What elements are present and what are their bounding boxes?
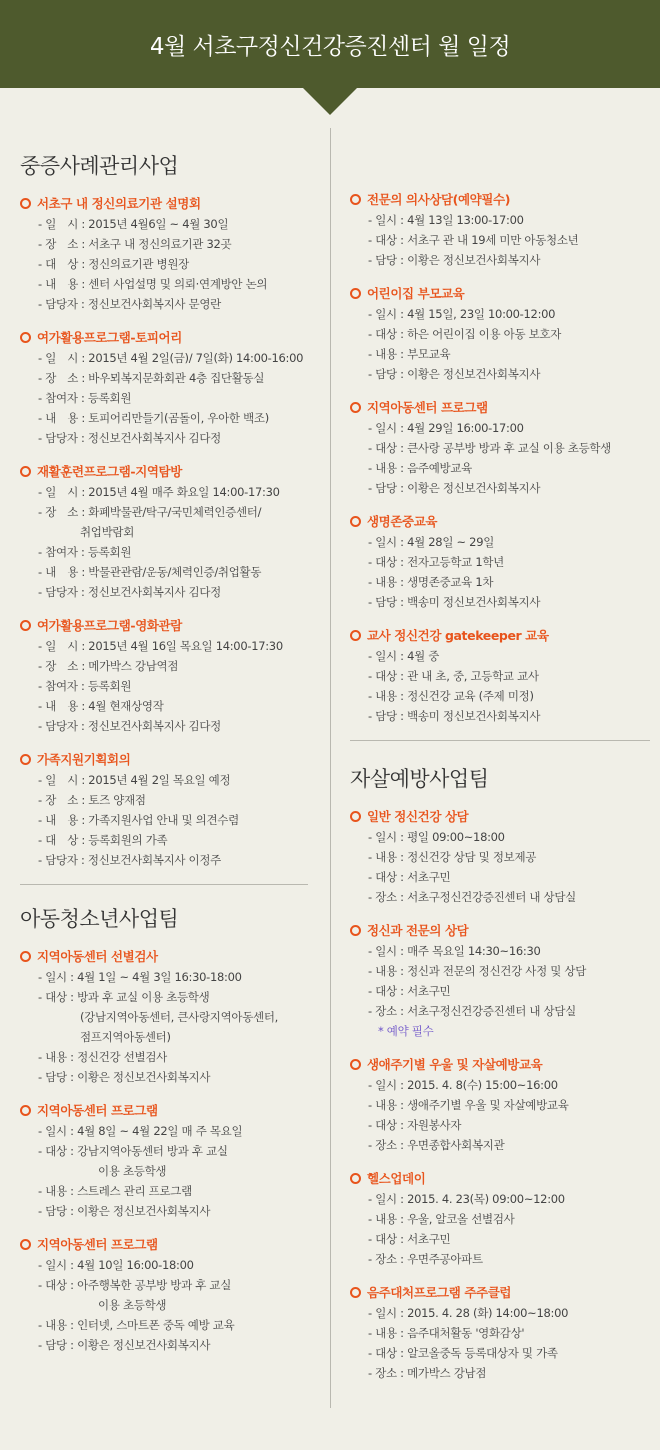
event-detail-line: - 내용 : 생애주기별 우울 및 자살예방교육 — [368, 1098, 569, 1112]
event-detail-line: - 일시 : 2015. 4. 28 (화) 14:00~18:00 — [368, 1306, 569, 1320]
event-detail-line: - 장소 : 우면종합사회복지관 — [368, 1138, 505, 1152]
right-column — [350, 190, 650, 1397]
event-detail-line: - 대 상 : 등록회원의 가족 — [38, 833, 168, 847]
event-detail-line: - 담당자 : 정신보건사회복지사 이정주 — [38, 853, 221, 867]
circle-bullet-icon — [350, 402, 361, 413]
event-detail-line: - 담당 : 백송미 정신보건사회복지사 — [368, 595, 541, 609]
event-block — [20, 194, 308, 314]
event-title — [20, 1101, 308, 1121]
event-detail-line: - 대 상 : 정신의료기관 병원장 — [38, 257, 189, 271]
circle-bullet-icon — [20, 1239, 31, 1250]
event-title-text: 여가활용프로그램-영화관람 — [37, 618, 182, 633]
event-title-text: 생명존중교육 — [367, 514, 438, 529]
event-detail-line: - 일 시 : 2015년 4월 2일(금)/ 7일(화) 14:00-16:00 — [38, 351, 304, 365]
event-detail-line: - 대상 : 전자고등학교 1학년 — [368, 555, 504, 569]
event-detail-line: - 일시 : 4월 29일 16:00-17:00 — [368, 421, 524, 435]
event-detail-line: 점프지역아동센터) — [80, 1030, 171, 1044]
circle-bullet-icon — [350, 630, 361, 641]
event-detail-line: - 담당 : 이황은 정신보건사회복지사 — [38, 1338, 211, 1352]
suicide-prevention-events — [350, 807, 650, 1383]
event-title — [350, 1055, 650, 1075]
event-title — [20, 1235, 308, 1255]
event-title-text: 지역아동센터 프로그램 — [37, 1103, 158, 1118]
event-detail-line: - 담당 : 이황은 정신보건사회복지사 — [38, 1204, 211, 1218]
event-block — [20, 328, 308, 448]
event-detail-line: - 내 용 : 박물관관람/운동/체력인증/취업활동 — [38, 565, 262, 579]
event-detail-line: - 내용 : 생명존중교육 1차 — [368, 575, 494, 589]
event-detail-line: - 내용 : 정신건강 교육 (주제 미정) — [368, 689, 534, 703]
event-block — [20, 1235, 308, 1355]
event-detail-line: - 일시 : 4월 28일 ~ 29일 — [368, 535, 495, 549]
event-detail-line: 이용 초등학생 — [98, 1298, 167, 1312]
event-detail-line: - 대상 : 하은 어린이집 이용 아동 보호자 — [368, 327, 562, 341]
event-detail-line: 이용 초등학생 — [98, 1164, 167, 1178]
circle-bullet-icon — [20, 620, 31, 631]
event-detail-line: * 예약 필수 — [378, 1024, 434, 1038]
event-title — [20, 750, 308, 770]
event-title — [20, 328, 308, 348]
event-title — [20, 194, 308, 214]
team-title-case-management: 중증사례관리사업 — [20, 154, 179, 178]
event-title — [350, 921, 650, 941]
event-detail-line: - 일시 : 4월 13일 13:00-17:00 — [368, 213, 524, 227]
event-title-text: 전문의 의사상담(예약필수) — [367, 192, 511, 207]
event-title — [350, 512, 650, 532]
event-title-text: 음주대처프로그램 주주클럽 — [367, 1285, 512, 1300]
event-title-text: 재활훈련프로그램-지역탐방 — [37, 464, 182, 479]
event-detail-line: - 일시 : 2015. 4. 8(수) 15:00~16:00 — [368, 1078, 558, 1092]
event-detail-line: - 담당자 : 정신보건사회복지사 김다정 — [38, 431, 221, 445]
event-detail-line: - 장소 : 서초구정신건강증진센터 내 상담실 — [368, 890, 576, 904]
event-detail-line: - 일시 : 4월 10일 16:00-18:00 — [38, 1258, 194, 1272]
event-title-text: 정신과 전문의 상담 — [367, 923, 469, 938]
event-detail-line: - 장 소 : 서초구 내 정신의료기관 32곳 — [38, 237, 232, 251]
event-detail-line: - 담당자 : 정신보건사회복지사 김다정 — [38, 585, 221, 599]
event-detail-line: - 일시 : 매주 목요일 14:30~16:30 — [368, 944, 541, 958]
event-title-text: 지역아동센터 선별검사 — [37, 949, 158, 964]
event-detail-line: - 장소 : 서초구정신건강증진센터 내 상담실 — [368, 1004, 576, 1018]
event-detail-line: - 내용 : 우울, 알코올 선별검사 — [368, 1212, 515, 1226]
team-title-youth: 아동청소년사업팀 — [20, 907, 179, 931]
event-detail-line: - 일시 : 2015. 4. 23(목) 09:00~12:00 — [368, 1192, 565, 1206]
event-detail-line: - 일시 : 평일 09:00~18:00 — [368, 830, 505, 844]
event-title — [20, 462, 308, 482]
event-detail-line: - 담당자 : 정신보건사회복지사 문영란 — [38, 297, 221, 311]
circle-bullet-icon — [350, 288, 361, 299]
circle-bullet-icon — [350, 811, 361, 822]
event-block — [20, 462, 308, 602]
event-title — [20, 616, 308, 636]
event-block — [20, 750, 308, 870]
circle-bullet-icon — [20, 332, 31, 343]
event-detail-line: - 내 용 : 가족지원사업 안내 및 의견수렴 — [38, 813, 239, 827]
event-detail-line: - 담당 : 이황은 정신보건사회복지사 — [368, 253, 541, 267]
event-title — [350, 807, 650, 827]
circle-bullet-icon — [350, 1287, 361, 1298]
event-title — [350, 284, 650, 304]
event-title — [350, 1283, 650, 1303]
section-divider — [350, 740, 650, 741]
event-detail-line: - 담당 : 이황은 정신보건사회복지사 — [368, 481, 541, 495]
event-detail-line: - 내용 : 음주예방교육 — [368, 461, 472, 475]
event-block — [350, 284, 650, 384]
header-arrow — [303, 88, 357, 115]
event-detail-line: - 참여자 : 등록회원 — [38, 679, 132, 693]
event-title-text: 일반 정신건강 상담 — [367, 809, 469, 824]
event-detail-line: - 일시 : 4월 1일 ~ 4월 3일 16:30-18:00 — [38, 970, 242, 984]
circle-bullet-icon — [20, 198, 31, 209]
event-detail-line: - 내용 : 정신과 전문의 정신건강 사정 및 상담 — [368, 964, 587, 978]
circle-bullet-icon — [350, 925, 361, 936]
event-detail-line: - 내용 : 인터넷, 스마트폰 중독 예방 교육 — [38, 1318, 235, 1332]
event-detail-line: - 내 용 : 토피어리만들기(곰돌이, 우아한 백조) — [38, 411, 269, 425]
circle-bullet-icon — [350, 194, 361, 205]
event-detail-line: - 참여자 : 등록회원 — [38, 545, 132, 559]
event-detail-line: - 대상 : 강남지역아동센터 방과 후 교실 — [38, 1144, 228, 1158]
event-detail-line: - 일시 : 4월 15일, 23일 10:00-12:00 — [368, 307, 556, 321]
event-title — [350, 1169, 650, 1189]
event-detail-line: - 담당 : 백송미 정신보건사회복지사 — [368, 709, 541, 723]
event-detail-line: - 내용 : 음주대처활동 '영화감상' — [368, 1326, 525, 1340]
circle-bullet-icon — [350, 1173, 361, 1184]
page-title: 4월 서초구정신건강증진센터 월 일정 — [149, 34, 511, 60]
event-block — [350, 921, 650, 1041]
event-detail-line: - 내용 : 부모교육 — [368, 347, 451, 361]
left-column — [20, 150, 308, 1369]
event-block — [350, 807, 650, 907]
event-block — [350, 398, 650, 498]
event-detail-line: - 내 용 : 센터 사업설명 및 의뢰·연계방안 논의 — [38, 277, 268, 291]
event-block — [350, 626, 650, 726]
event-title-text: 교사 정신건강 gatekeeper 교육 — [367, 628, 549, 643]
event-detail-line: - 대상 : 자원봉사자 — [368, 1118, 462, 1132]
event-detail-line: - 대상 : 서초구민 — [368, 870, 451, 884]
event-detail-line: - 일 시 : 2015년 4월6일 ~ 4월 30일 — [38, 217, 229, 231]
event-title-text: 지역아동센터 프로그램 — [37, 1237, 158, 1252]
event-detail-line: - 대상 : 방과 후 교실 이용 초등학생 — [38, 990, 210, 1004]
event-detail-line: - 내용 : 정신건강 상담 및 정보제공 — [368, 850, 537, 864]
event-title — [350, 626, 650, 646]
event-detail-line: - 장소 : 우면주공아파트 — [368, 1252, 483, 1266]
event-detail-line: - 담당자 : 정신보건사회복지사 김다정 — [38, 719, 221, 733]
event-detail-line: - 대상 : 알코올중독 등록대상자 및 가족 — [368, 1346, 558, 1360]
youth-events-left — [20, 947, 308, 1355]
event-detail-line: - 내 용 : 4월 현재상영작 — [38, 699, 164, 713]
section-divider — [20, 884, 308, 885]
event-detail-line: - 대상 : 서초구민 — [368, 984, 451, 998]
event-detail-line: - 장 소 : 토즈 양재점 — [38, 793, 146, 807]
event-detail-line: - 일 시 : 2015년 4월 2일 목요일 예정 — [38, 773, 231, 787]
event-title-text: 헬스업데이 — [367, 1171, 426, 1186]
event-detail-line: - 대상 : 서초구민 — [368, 1232, 451, 1246]
circle-bullet-icon — [20, 754, 31, 765]
event-title-text: 생애주기별 우울 및 자살예방교육 — [367, 1057, 543, 1072]
event-title-text: 가족지원기획회의 — [37, 752, 131, 767]
event-detail-line: - 대상 : 큰사랑 공부방 방과 후 교실 이용 초등학생 — [368, 441, 611, 455]
event-detail-line: - 일 시 : 2015년 4월 매주 화요일 14:00-17:30 — [38, 485, 280, 499]
event-detail-line: (강남지역아동센터, 큰사랑지역아동센터, — [80, 1010, 279, 1024]
event-title-text: 지역아동센터 프로그램 — [367, 400, 488, 415]
youth-events-right — [350, 190, 650, 726]
header-banner — [0, 0, 660, 88]
event-title — [350, 190, 650, 210]
event-block — [350, 512, 650, 612]
event-title — [350, 398, 650, 418]
event-title-text: 어린이집 부모교육 — [367, 286, 465, 301]
event-detail-line: - 대상 : 아주행복한 공부방 방과 후 교실 — [38, 1278, 232, 1292]
event-block — [20, 616, 308, 736]
event-detail-line: - 장소 : 메가박스 강남점 — [368, 1366, 487, 1380]
event-detail-line: 취업박람회 — [80, 525, 135, 539]
event-detail-line: - 담당 : 이황은 정신보건사회복지사 — [38, 1070, 211, 1084]
event-block — [20, 947, 308, 1087]
circle-bullet-icon — [350, 1059, 361, 1070]
event-detail-line: - 내용 : 스트레스 관리 프로그램 — [38, 1184, 192, 1198]
event-block — [350, 1055, 650, 1155]
event-detail-line: - 장 소 : 바우뫼복지문화회관 4층 집단활동실 — [38, 371, 265, 385]
event-detail-line: - 일시 : 4월 8일 ~ 4월 22일 매 주 목요일 — [38, 1124, 243, 1138]
column-divider — [330, 128, 331, 1408]
event-detail-line: - 장 소 : 메가박스 강남역점 — [38, 659, 179, 673]
circle-bullet-icon — [350, 516, 361, 527]
event-block — [350, 190, 650, 270]
event-detail-line: - 대상 : 서초구 관 내 19세 미만 아동청소년 — [368, 233, 579, 247]
event-block — [20, 1101, 308, 1221]
case-management-events — [20, 194, 308, 870]
event-title-text: 여가활용프로그램-토피어리 — [37, 330, 182, 345]
event-detail-line: - 대상 : 관 내 초, 중, 고등학교 교사 — [368, 669, 539, 683]
circle-bullet-icon — [20, 951, 31, 962]
event-detail-line: - 일 시 : 2015년 4월 16일 목요일 14:00-17:30 — [38, 639, 283, 653]
event-detail-line: - 참여자 : 등록회원 — [38, 391, 132, 405]
team-title-suicide-prevention: 자살예방사업팀 — [350, 767, 489, 791]
event-detail-line: - 장 소 : 화폐박물관/탁구/국민체력인증센터/ — [38, 505, 262, 519]
event-detail-line: - 내용 : 정신건강 선별검사 — [38, 1050, 167, 1064]
event-detail-line: - 일시 : 4월 중 — [368, 649, 440, 663]
circle-bullet-icon — [20, 466, 31, 477]
event-detail-line: - 담당 : 이황은 정신보건사회복지사 — [368, 367, 541, 381]
event-block — [350, 1283, 650, 1383]
event-title — [20, 947, 308, 967]
event-title-text: 서초구 내 정신의료기관 설명회 — [37, 196, 201, 211]
event-block — [350, 1169, 650, 1269]
circle-bullet-icon — [20, 1105, 31, 1116]
